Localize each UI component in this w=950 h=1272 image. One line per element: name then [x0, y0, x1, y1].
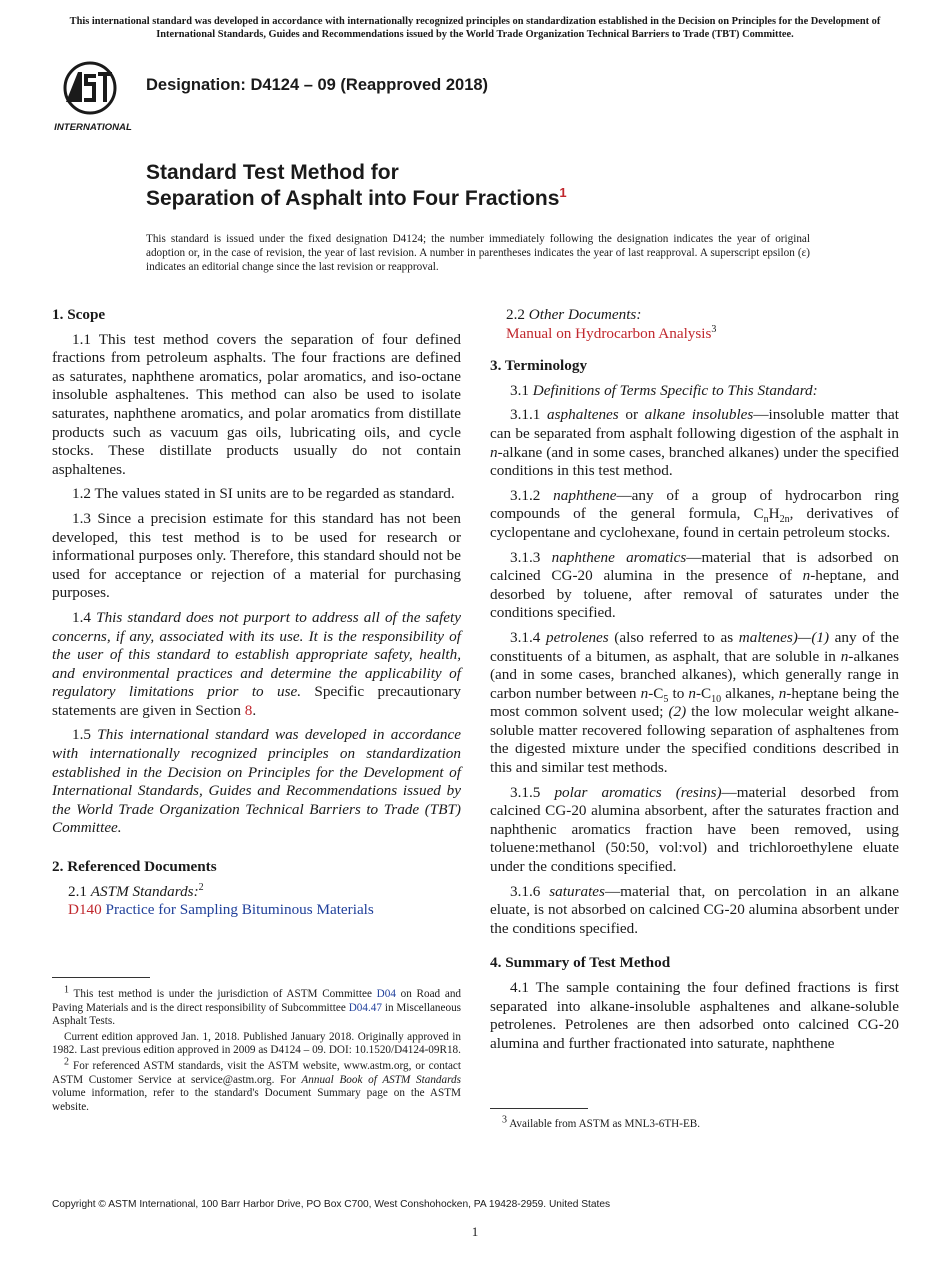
para-2-2: 2.2 Other Documents: — [506, 306, 642, 323]
term-3-1-4: 3.1.4 petrolenes (also referred to as maltenes)—(1) any of the constituents of a bitumen, as asphalt, that are soluble in n-alkanes (and in some cases, branched alkanes), which generally range in carbon number between $n-C_5$ to $n-C_{10}$ alkanes, n-heptane being the most common solvent used; (2) the low molecular weight alkane-soluble matter recovered following separation of asphaltenes from the digested mixture under the specified conditions described in this and similar test methods. — [490, 628, 900, 777]
term-3-1-1: 3.1.1 asphaltenes or alkane insolubles—insoluble matter that can be separated from asphalt following digestion of the asphalt in n-alkane (and in some cases, branched alkanes) under the specified conditions in this test method. — [490, 406, 900, 480]
para-1-5: 1.5 This international standard was developed in accordance with internationally recognized principles on standardization established in the Decision on Principles for the Development of International Standards, Guides and Recommendations issued by the World Trade Organization Technical Barriers to Trade (TBT) Committee. — [52, 726, 462, 837]
astm-logo-icon — [52, 58, 134, 132]
title-line-2: Separation of Asphalt into Four Fractions$^1$ — [146, 185, 567, 210]
ref-d140 — [52, 901, 461, 920]
standard-note: This standard is issued under the fixed designation D4124; the number immediately following the designation indicates the year of original adoption or, in the case of revision, the year of last revision. A number in parentheses indicates the year of last reapproval. A superscript epsilon (ε) indicates an editorial change since the last revision or reapproval. — [146, 233, 810, 273]
document-title — [146, 160, 567, 212]
footnote-1: $^1$ This test method is under the jurisdiction of ASTM Committee D04 on Road and Paving Materials and is the direct responsibility of Subcommittee D04.47 in Miscellaneous Asphalt Tests. — [52, 984, 462, 1028]
right-column — [490, 306, 899, 1059]
footnotes-left — [52, 984, 462, 1116]
para-3-1: 3.1 Definitions of Terms Specific to This Standard: — [510, 381, 818, 399]
designation: Designation: D4124 – 09 (Reapproved 2018) — [146, 76, 489, 94]
section-8-link[interactable]: 8 — [244, 701, 253, 719]
ref-manual: Manual on Hydrocarbon Analysis$^3$ — [506, 323, 717, 342]
footnote-rule-right — [490, 1108, 588, 1109]
para-1-1: 1.1 This test method covers the separation of four defined fractions from petroleum asphalts. The four fractions are defined as saturates, naphthene aromatics, polar aromatics, and iso-octane insoluble asphaltenes. This method can also be used to isolate saturates, naphthene aromatics, and polar aromatics from distillate products such as vacuum gas oils, lubricating oils, and cycle stocks. These distillate products usually do not contain asphaltenes. — [52, 330, 461, 478]
para-4-1: 4.1 The sample containing the four defined fractions is first separated into alkane-insoluble asphaltenes and alkane-soluble petrolenes. Petrolenes are then adsorbed onto calcined CG-20 alumina and further fractionated into saturate, naphthene — [490, 979, 899, 1052]
footnotes-right — [490, 1114, 899, 1134]
d0447-link[interactable]: D04.47 — [348, 1001, 382, 1014]
title-footnote-link[interactable]: 1 — [559, 185, 567, 200]
term-3-1-6: 3.1.6 saturates—material that, on percolation in an alkane eluate, is not absorbed on calcined CG-20 alumina absorbent under the conditions specified. — [490, 882, 899, 937]
top-notice: This international standard was developed in accordance with internationally recognized principles on standardization established in the Decision on Principles for the Development of International Standards, Guides and Recommendations issued by the World Trade Organization Technical Barriers to Trade (TBT) Committee. — [69, 16, 881, 40]
section-terminology-heading: 3. Terminology — [490, 357, 588, 375]
footnote-1-edition: Current edition approved Jan. 1, 2018. Published January 2018. Originally approved in 1982. Last previous edition approved in 2009 as D4124 – 09. DOI: 10.1520/D4124-09R18. — [52, 1030, 461, 1057]
d04-link[interactable]: D04 — [376, 988, 396, 1000]
manual-link[interactable]: Manual on Hydrocarbon Analysis — [506, 324, 712, 342]
logo-wordmark: INTERNATIONAL — [54, 122, 132, 132]
page-number: 1 — [471, 1224, 479, 1239]
term-3-1-2: 3.1.2 naphthene—any of a group of hydrocarbon ring compounds of the general formula, $C_nH_{2n}$, derivatives of cyclopentane and cyclohexane, found in certain petroleum stocks. — [490, 486, 900, 541]
left-column — [52, 306, 461, 926]
para-1-3: 1.3 Since a precision estimate for this standard has not been developed, this test method is to be used for research or informational purposes only. Therefore, this standard should not be used for acceptance or rejection of a material for purchasing purposes. — [52, 509, 461, 602]
para-1-2: 1.2 The values stated in SI units are to be regarded as standard. — [72, 485, 455, 503]
section-referenced-heading: 2. Referenced Documents — [52, 858, 217, 876]
copyright: Copyright © ASTM International, 100 Barr Harbor Drive, PO Box C700, West Conshohocken, PA 19428-2959. United States — [52, 1199, 611, 1210]
term-3-1-5: 3.1.5 polar aromatics (resins)—material desorbed from calcined CG-20 alumina absorbent, after the saturates fraction and naphthenic aromatics fraction have been removed, using toluene:methanol (50:50, vol:vol) and trichloroethylene eluate under the conditions specified. — [490, 783, 899, 876]
footnote-2: $^2$ For referenced ASTM standards, visit the ASTM website, www.astm.org, or contact ASTM Customer Service at service@astm.org. For Annual Book of ASTM Standards volume information, refer to the standard's Document Summary page on the ASTM website. — [52, 1056, 461, 1113]
para-2-1: 2.1 ASTM Standards:$^2$ — [68, 881, 204, 900]
para-1-4: 1.4 This standard does not purport to address all of the safety concerns, if any, associated with its use. It is the responsibility of the user of this standard to establish appropriate safety, health, and environmental practices and determine the applicability of regulatory limitations prior to use. Specific precautionary statements are given in Section 8. — [52, 608, 462, 719]
d140-title-link[interactable]: Practice for Sampling Bituminous Materials — [105, 901, 374, 919]
d140-link[interactable]: D140 — [68, 901, 102, 919]
footnote-3: $^3$ Available from ASTM as MNL3-6TH-EB. — [502, 1114, 701, 1130]
section-summary-heading: 4. Summary of Test Method — [490, 954, 671, 972]
footnote-rule-left — [52, 977, 150, 978]
term-3-1-3: 3.1.3 naphthene aromatics—material that is adsorbed on calcined CG-20 alumina in the presence of n-heptane, and desorbed by toluene, after removal of saturates under the conditions specified. — [490, 548, 900, 622]
title-line-1: Standard Test Method for — [146, 161, 399, 184]
section-scope-heading: 1. Scope — [52, 306, 106, 323]
